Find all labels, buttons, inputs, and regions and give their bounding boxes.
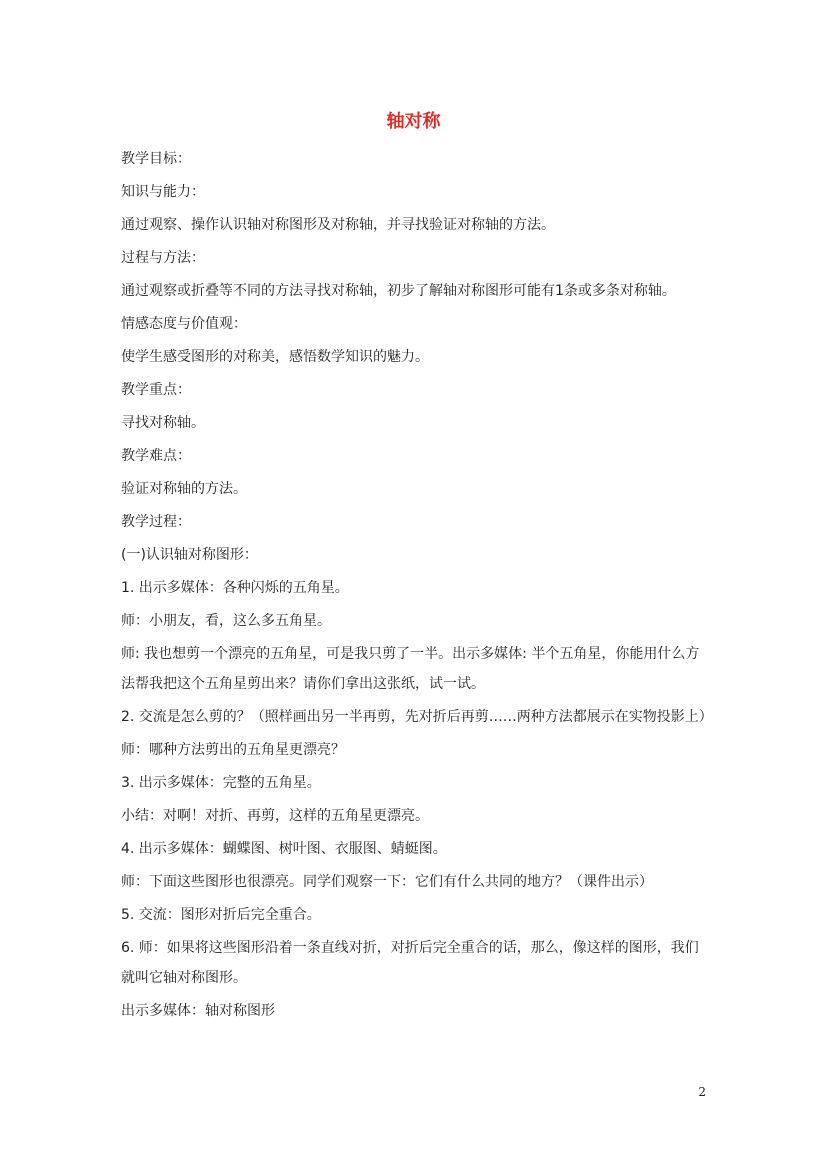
paragraph-step: 1. 出示多媒体：各种闪烁的五角星。: [121, 580, 349, 596]
paragraph-key-points: 教学重点：: [121, 382, 191, 398]
paragraph: 通过观察、操作认识轴对称图形及对称轴，并寻找验证对称轴的方法。: [121, 217, 555, 233]
paragraph-section-heading: (一)认识轴对称图形：: [121, 547, 258, 563]
paragraph-step: 2. 交流是怎么剪的？（照样画出另一半再剪，先对折后再剪……两种方法都展示在实物投影上）: [121, 709, 713, 725]
paragraph: 寻找对称轴。: [121, 415, 205, 431]
paragraph-step: 5. 交流：图形对折后完全重合。: [121, 907, 321, 923]
paragraph: 验证对称轴的方法。: [121, 481, 247, 497]
paragraph: 师：小朋友，看，这么多五角星。: [121, 613, 331, 629]
paragraph-teaching-process: 教学过程：: [121, 514, 191, 530]
paragraph-step: 6. 师：如果将这些图形沿着一条直线对折，对折后完全重合的话，那么，像这样的图形，我们就叫它轴对称图形。: [121, 940, 699, 986]
page-number: 2: [698, 1085, 706, 1099]
paragraph: 师：下面这些图形也很漂亮。同学们观察一下：它们有什么共同的地方？（课件出示）: [121, 874, 653, 890]
document-title: 轴对称: [386, 111, 441, 132]
paragraph: 使学生感受图形的对称美，感悟数学知识的魅力。: [121, 349, 429, 365]
paragraph-knowledge-ability: 知识与能力：: [121, 184, 205, 200]
paragraph: 出示多媒体：轴对称图形: [121, 1003, 275, 1019]
document-body: [121, 148, 713, 1033]
paragraph-difficulties: 教学难点：: [121, 448, 191, 464]
paragraph-emotion-values: 情感态度与价值观：: [121, 316, 247, 332]
paragraph: 师: 我也想剪一个漂亮的五角星，可是我只剪了一半。出示多媒体: 半个五角星，你能用什么方法帮我把这个五角星剪出来？请你们拿出这张纸，试一试。: [121, 646, 700, 692]
paragraph-summary: 小结：对啊！对折、再剪，这样的五角星更漂亮。: [121, 808, 429, 824]
paragraph-teaching-goals: 教学目标：: [121, 151, 191, 167]
paragraph-step: 4. 出示多媒体：蝴蝶图、树叶图、衣服图、蜻蜓图。: [121, 841, 447, 857]
paragraph-process-method: 过程与方法：: [121, 250, 205, 266]
paragraph: 通过观察或折叠等不同的方法寻找对称轴，初步了解轴对称图形可能有1条或多条对称轴。: [121, 283, 676, 299]
paragraph: 师：哪种方法剪出的五角星更漂亮？: [121, 742, 345, 758]
paragraph-step: 3. 出示多媒体：完整的五角星。: [121, 775, 321, 791]
